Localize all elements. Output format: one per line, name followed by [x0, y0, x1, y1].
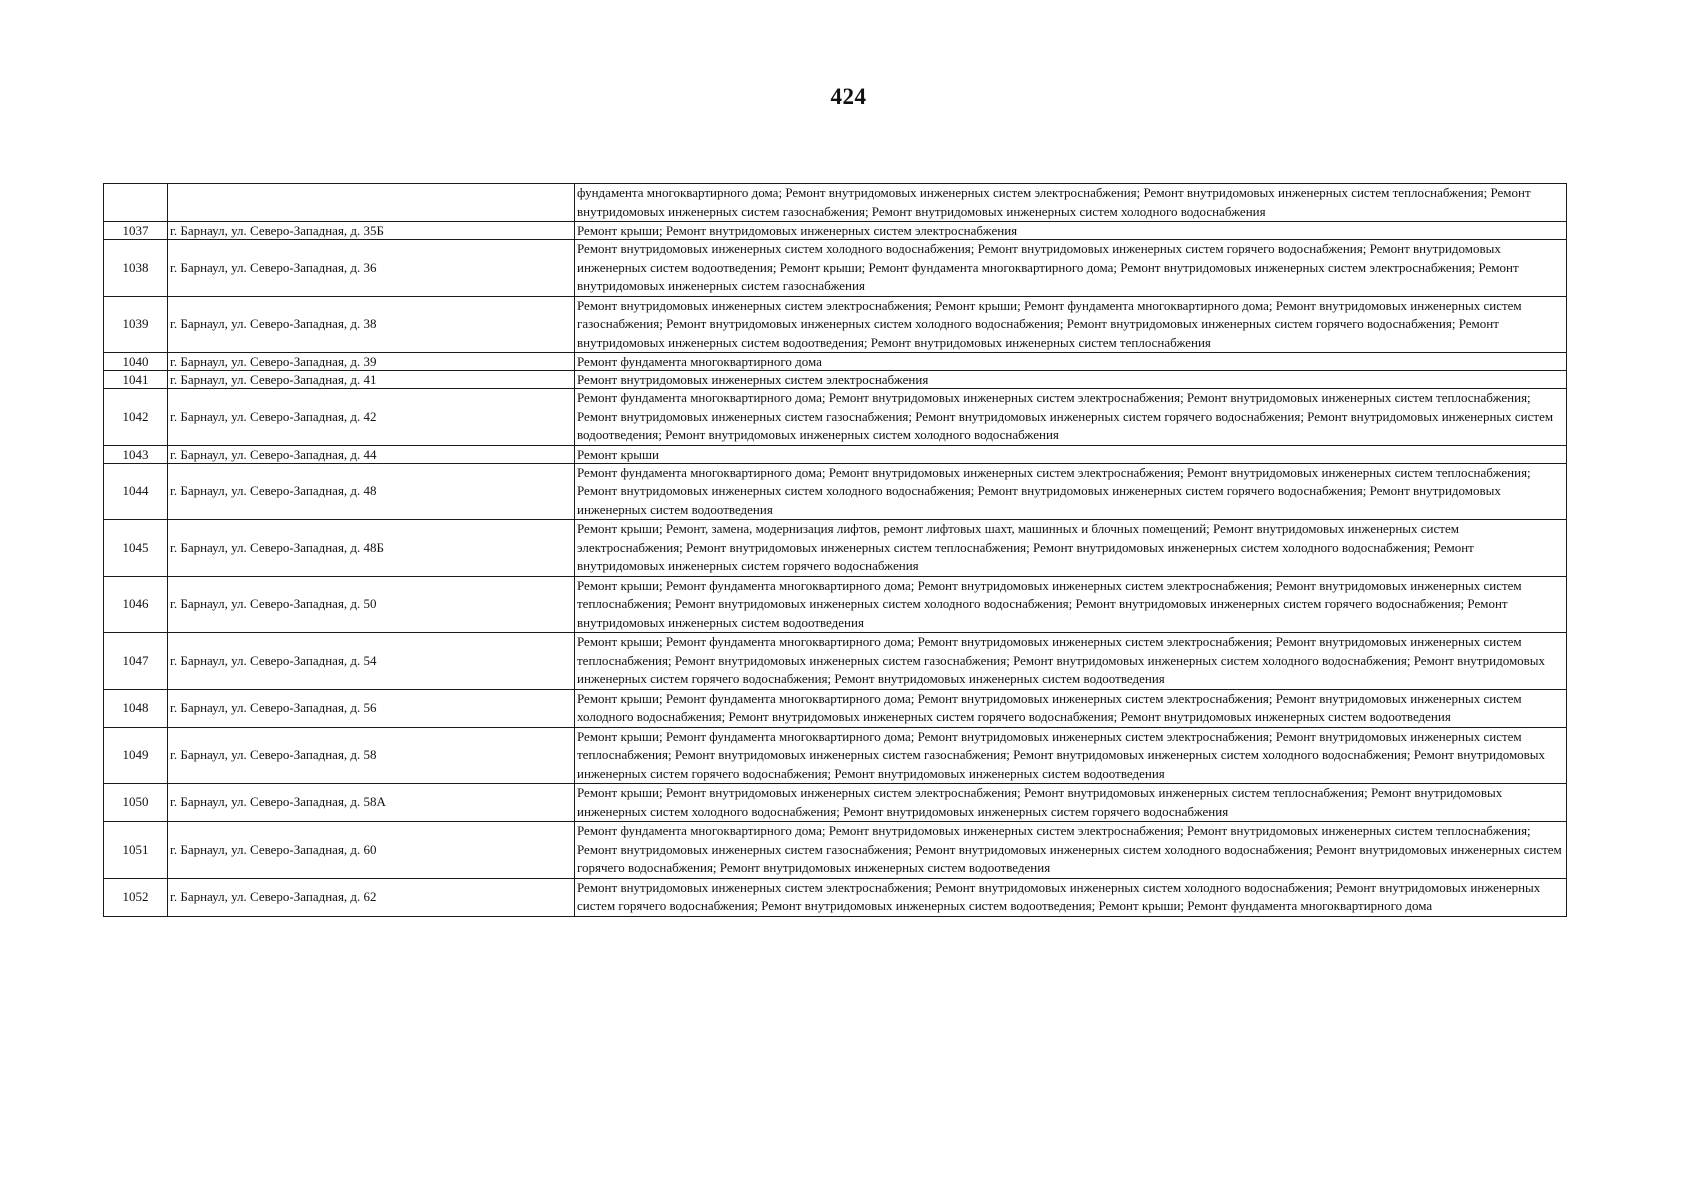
row-number: 1051 [104, 822, 168, 879]
table-row [104, 576, 1567, 633]
row-works: Ремонт фундамента многоквартирного дома; Ремонт внутридомовых инженерных систем электроснабжения; Ремонт внутридомовых инженерных систем теплоснабжения; Ремонт внутридомовых инженерных систем газоснабжения; Ремонт внутридомовых инженерных систем горячего водоснабжения; Ремонт внутридомовых инженерных систем водоотведения; Ремонт внутридомовых инженерных систем холодного водоснабжения [575, 389, 1567, 446]
table-row [104, 353, 1567, 371]
row-works: Ремонт крыши; Ремонт внутридомовых инженерных систем электроснабжения; Ремонт внутридомовых инженерных систем теплоснабжения; Ремонт внутридомовых инженерных систем холодного водоснабжения; Ремонт внутридомовых инженерных систем горячего водоснабжения [575, 784, 1567, 822]
row-works: Ремонт крыши; Ремонт, замена, модернизация лифтов, ремонт лифтовых шахт, машинных и блочных помещений; Ремонт внутридомовых инженерных систем электроснабжения; Ремонт внутридомовых инженерных систем теплоснабжения; Ремонт внутридомовых инженерных систем холодного водоснабжения; Ремонт внутридомовых инженерных систем горячего водоснабжения [575, 520, 1567, 577]
row-works: Ремонт крыши; Ремонт фундамента многоквартирного дома; Ремонт внутридомовых инженерных систем электроснабжения; Ремонт внутридомовых инженерных систем теплоснабжения; Ремонт внутридомовых инженерных систем газоснабжения; Ремонт внутридомовых инженерных систем холодного водоснабжения; Ремонт внутридомовых инженерных систем горячего водоснабжения; Ремонт внутридомовых инженерных систем водоотведения [575, 633, 1567, 690]
table-row [104, 463, 1567, 520]
row-number: 1042 [104, 389, 168, 446]
row-works: Ремонт крыши; Ремонт внутридомовых инженерных систем электроснабжения [575, 222, 1567, 240]
row-number: 1052 [104, 878, 168, 916]
page-number: 424 [830, 84, 867, 109]
repair-registry-table [103, 183, 1567, 917]
row-works: Ремонт фундамента многоквартирного дома [575, 353, 1567, 371]
row-address: г. Барнаул, ул. Северо-Западная, д. 48 [168, 463, 575, 520]
row-address: г. Барнаул, ул. Северо-Западная, д. 58А [168, 784, 575, 822]
row-address: г. Барнаул, ул. Северо-Западная, д. 58 [168, 727, 575, 784]
row-address: г. Барнаул, ул. Северо-Западная, д. 42 [168, 389, 575, 446]
row-address: г. Барнаул, ул. Северо-Западная, д. 44 [168, 445, 575, 463]
row-works: Ремонт внутридомовых инженерных систем холодного водоснабжения; Ремонт внутридомовых инженерных систем горячего водоснабжения; Ремонт внутридомовых инженерных систем водоотведения; Ремонт крыши; Ремонт фундамента многоквартирного дома; Ремонт внутридомовых инженерных систем электроснабжения; Ремонт внутридомовых инженерных систем газоснабжения [575, 240, 1567, 297]
row-number: 1037 [104, 222, 168, 240]
table-row [104, 520, 1567, 577]
row-number: 1041 [104, 371, 168, 389]
row-number: 1048 [104, 689, 168, 727]
table-row [104, 822, 1567, 879]
table-row [104, 784, 1567, 822]
row-number: 1040 [104, 353, 168, 371]
table-row [104, 371, 1567, 389]
row-works: Ремонт крыши; Ремонт фундамента многоквартирного дома; Ремонт внутридомовых инженерных систем электроснабжения; Ремонт внутридомовых инженерных систем теплоснабжения; Ремонт внутридомовых инженерных систем газоснабжения; Ремонт внутридомовых инженерных систем холодного водоснабжения; Ремонт внутридомовых инженерных систем горячего водоснабжения; Ремонт внутридомовых инженерных систем водоотведения [575, 727, 1567, 784]
row-address: г. Барнаул, ул. Северо-Западная, д. 62 [168, 878, 575, 916]
table-row [104, 296, 1567, 353]
row-works: Ремонт внутридомовых инженерных систем электроснабжения; Ремонт крыши; Ремонт фундамента многоквартирного дома; Ремонт внутридомовых инженерных систем газоснабжения; Ремонт внутридомовых инженерных систем холодного водоснабжения; Ремонт внутридомовых инженерных систем горячего водоснабжения; Ремонт внутридомовых инженерных систем водоотведения; Ремонт внутридомовых инженерных систем теплоснабжения [575, 296, 1567, 353]
table-row [104, 689, 1567, 727]
row-number: 1045 [104, 520, 168, 577]
row-works: Ремонт фундамента многоквартирного дома; Ремонт внутридомовых инженерных систем электроснабжения; Ремонт внутридомовых инженерных систем теплоснабжения; Ремонт внутридомовых инженерных систем газоснабжения; Ремонт внутридомовых инженерных систем холодного водоснабжения; Ремонт внутридомовых инженерных систем горячего водоснабжения; Ремонт внутридомовых инженерных систем водоотведения [575, 822, 1567, 879]
row-works: Ремонт крыши [575, 445, 1567, 463]
row-number [104, 184, 168, 222]
row-number: 1050 [104, 784, 168, 822]
row-address: г. Барнаул, ул. Северо-Западная, д. 56 [168, 689, 575, 727]
row-address [168, 184, 575, 222]
row-number: 1044 [104, 463, 168, 520]
table-row [104, 727, 1567, 784]
row-address: г. Барнаул, ул. Северо-Западная, д. 60 [168, 822, 575, 879]
table-row [104, 389, 1567, 446]
row-address: г. Барнаул, ул. Северо-Западная, д. 54 [168, 633, 575, 690]
row-works: Ремонт фундамента многоквартирного дома; Ремонт внутридомовых инженерных систем электроснабжения; Ремонт внутридомовых инженерных систем теплоснабжения; Ремонт внутридомовых инженерных систем холодного водоснабжения; Ремонт внутридомовых инженерных систем горячего водоснабжения; Ремонт внутридомовых инженерных систем водоотведения [575, 463, 1567, 520]
table-row [104, 222, 1567, 240]
table-row [104, 878, 1567, 916]
table-row [104, 184, 1567, 222]
row-works: фундамента многоквартирного дома; Ремонт внутридомовых инженерных систем электроснабжения; Ремонт внутридомовых инженерных систем теплоснабжения; Ремонт внутридомовых инженерных систем газоснабжения; Ремонт внутридомовых инженерных систем холодного водоснабжения [575, 184, 1567, 222]
row-works: Ремонт внутридомовых инженерных систем электроснабжения; Ремонт внутридомовых инженерных систем холодного водоснабжения; Ремонт внутридомовых инженерных систем горячего водоснабжения; Ремонт внутридомовых инженерных систем водоотведения; Ремонт крыши; Ремонт фундамента многоквартирного дома [575, 878, 1567, 916]
row-address: г. Барнаул, ул. Северо-Западная, д. 36 [168, 240, 575, 297]
table-row [104, 633, 1567, 690]
row-number: 1043 [104, 445, 168, 463]
row-works: Ремонт крыши; Ремонт фундамента многоквартирного дома; Ремонт внутридомовых инженерных систем электроснабжения; Ремонт внутридомовых инженерных систем теплоснабжения; Ремонт внутридомовых инженерных систем холодного водоснабжения; Ремонт внутридомовых инженерных систем горячего водоснабжения; Ремонт внутридомовых инженерных систем водоотведения [575, 576, 1567, 633]
row-address: г. Барнаул, ул. Северо-Западная, д. 48Б [168, 520, 575, 577]
row-address: г. Барнаул, ул. Северо-Западная, д. 41 [168, 371, 575, 389]
row-address: г. Барнаул, ул. Северо-Западная, д. 39 [168, 353, 575, 371]
table-row [104, 240, 1567, 297]
row-address: г. Барнаул, ул. Северо-Западная, д. 35Б [168, 222, 575, 240]
row-works: Ремонт крыши; Ремонт фундамента многоквартирного дома; Ремонт внутридомовых инженерных систем электроснабжения; Ремонт внутридомовых инженерных систем холодного водоснабжения; Ремонт внутридомовых инженерных систем горячего водоснабжения; Ремонт внутридомовых инженерных систем водоотведения [575, 689, 1567, 727]
row-number: 1049 [104, 727, 168, 784]
row-number: 1047 [104, 633, 168, 690]
row-works: Ремонт внутридомовых инженерных систем электроснабжения [575, 371, 1567, 389]
table-row [104, 445, 1567, 463]
row-number: 1039 [104, 296, 168, 353]
row-number: 1046 [104, 576, 168, 633]
row-address: г. Барнаул, ул. Северо-Западная, д. 50 [168, 576, 575, 633]
row-address: г. Барнаул, ул. Северо-Западная, д. 38 [168, 296, 575, 353]
row-number: 1038 [104, 240, 168, 297]
